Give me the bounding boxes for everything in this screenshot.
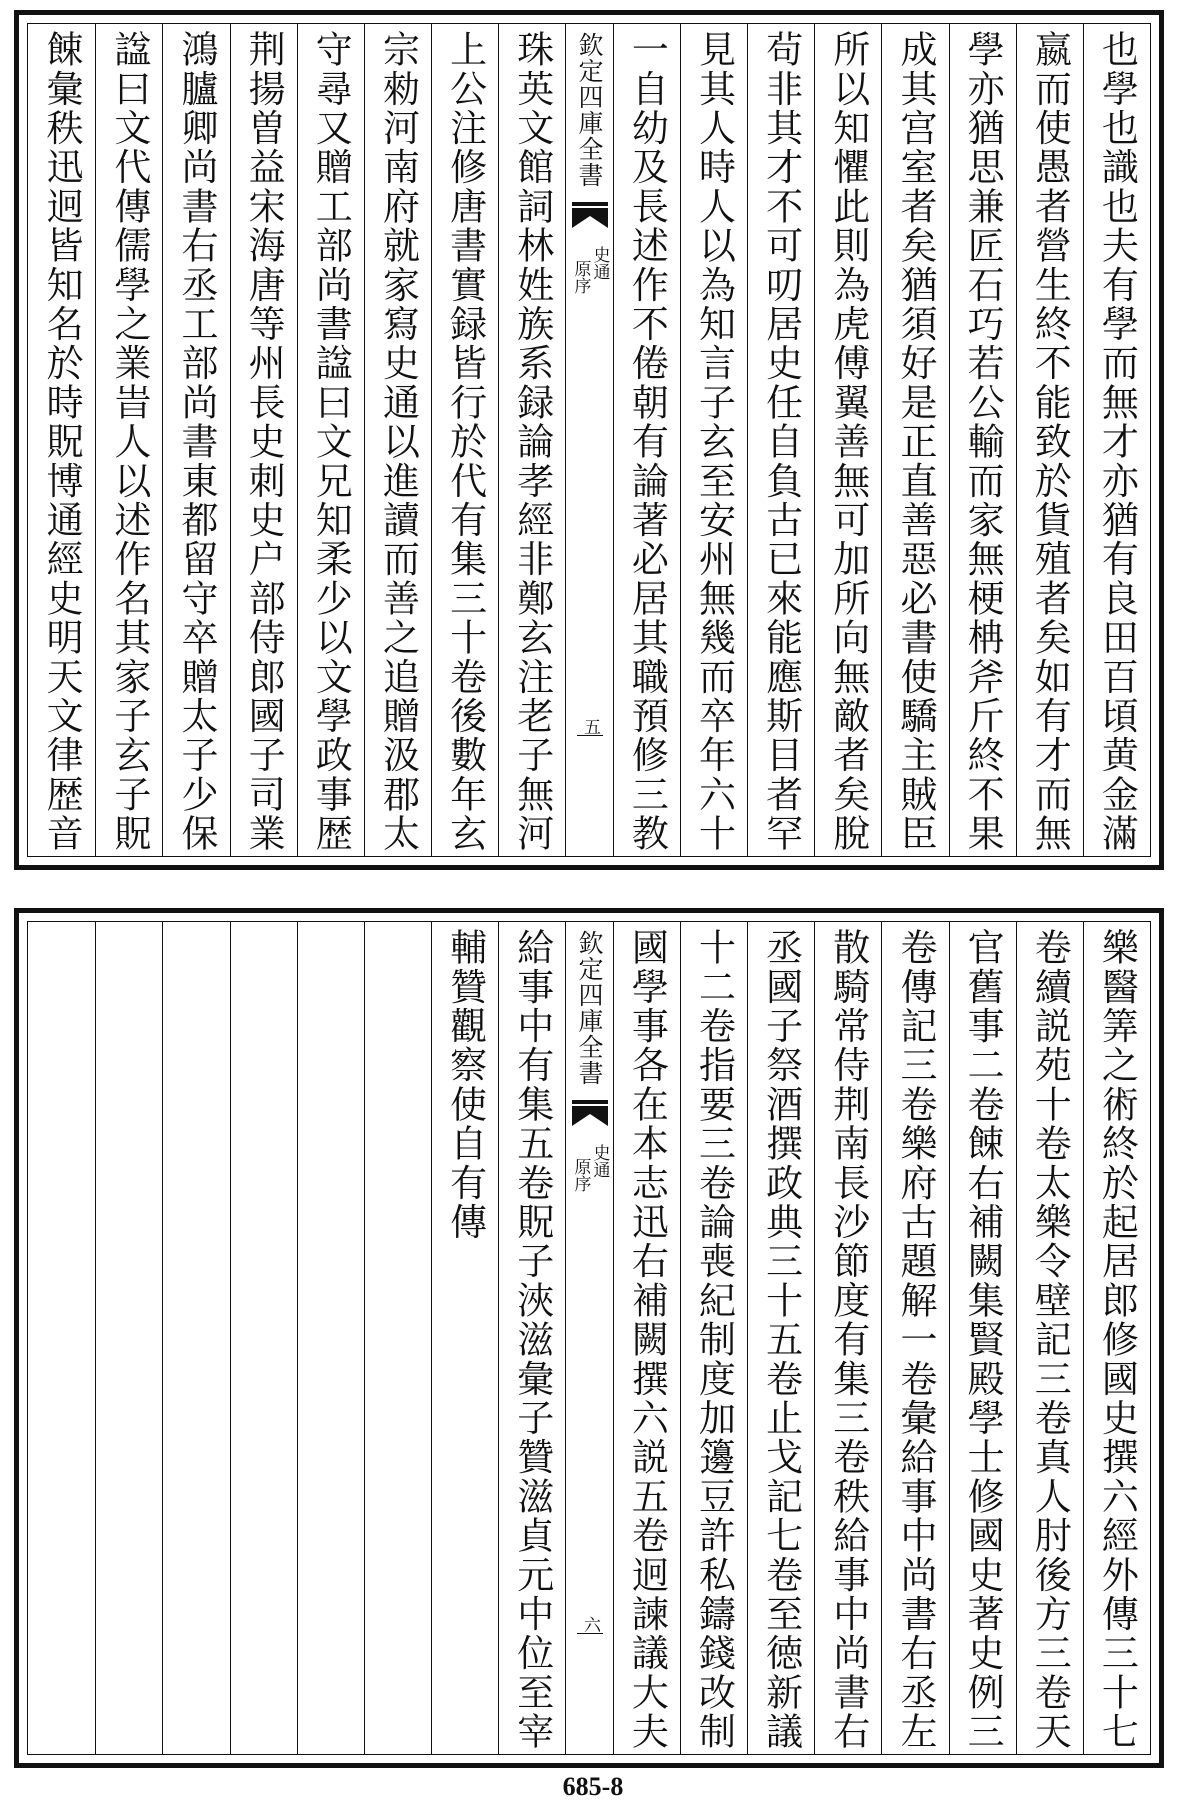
center-fold (565, 922, 612, 1754)
column-text: 卷傳記三卷樂府古題解一卷彙給事中尚書右丞左 (893, 928, 937, 1752)
column-text: 學亦猶思兼匠石巧若公輸而家無梗柟斧斤終不果 (961, 30, 1005, 854)
column-text: 鴻臚卿尚書右丞工部尚書東都留守卒贈太子少保 (174, 30, 218, 854)
folio-number: 六 (580, 1615, 601, 1633)
text-column (230, 24, 297, 856)
column-text: 給事中有集五卷貺子浹滋彙子贊滋貞元中位至宰 (510, 928, 554, 1752)
text-column (949, 922, 1016, 1754)
section-title: 史通 (589, 1144, 610, 1178)
text-column (747, 922, 814, 1754)
folio-number: 五 (580, 717, 601, 735)
text-column (1016, 24, 1083, 856)
text-column (613, 922, 680, 1754)
text-column (297, 24, 364, 856)
center-fold (565, 24, 612, 856)
empty-column (95, 922, 162, 1754)
page-number: 685-8 (562, 1772, 624, 1801)
text-column (431, 922, 498, 1754)
empty-column (230, 922, 297, 1754)
top-page-frame (27, 23, 1151, 857)
column-text: 官舊事二卷餗右補闕集賢殿學士修國史著史例三 (961, 928, 1005, 1752)
fishtail-mark-icon (570, 200, 610, 230)
text-column (364, 24, 431, 856)
column-text: 上公注修唐書實録皆行於代有集三十卷後數年玄 (443, 30, 487, 854)
bottom-page (14, 908, 1164, 1768)
column-text: 所以知懼此則為虎傅翼善無可加所向無敵者矣脫 (826, 30, 870, 854)
folio-rule (577, 1633, 603, 1635)
section-subtitle: 原序 (570, 260, 591, 294)
column-text: 見其人時人以為知言子玄至安州無幾而卒年六十 (692, 30, 736, 854)
section-label (572, 246, 608, 294)
book-title: 欽定四庫全書 (575, 32, 605, 188)
column-text: 樂醫筭之術終於起居郎修國史撰六經外傳三十七 (1095, 928, 1139, 1752)
column-text: 一自幼及長述作不倦朝有論著必居其職預修三教 (625, 30, 669, 854)
fishtail-mark-icon (570, 1098, 610, 1128)
empty-column (28, 922, 95, 1754)
column-text: 守尋又贈工部尚書諡曰文兄知柔少以文學政事歴 (309, 30, 353, 854)
column-text: 珠英文館詞林姓族系録論孝經非鄭玄注老子無河 (510, 30, 554, 854)
text-column (431, 24, 498, 856)
text-column (881, 24, 948, 856)
column-text: 荆揚曽益宋海唐等州長史刺史户部侍郎國子司業 (242, 30, 286, 854)
text-column (747, 24, 814, 856)
text-column (949, 24, 1016, 856)
column-text: 成其宫室者矣猶須好是正直善惡必書使驕主賊臣 (893, 30, 937, 854)
column-text: 丞國子祭酒撰政典三十五卷止戈記七卷至徳新議 (759, 928, 803, 1752)
column-text: 卷續説苑十卷太樂令壁記三卷真人肘後方三卷天 (1028, 928, 1072, 1752)
text-column (680, 922, 747, 1754)
folio-rule (577, 735, 603, 737)
top-page (14, 10, 1164, 870)
column-text: 茍非其才不可叨居史任自負古已來能應斯目者罕 (759, 30, 803, 854)
text-column (498, 24, 565, 856)
section-subtitle: 原序 (570, 1158, 591, 1192)
text-column (1016, 922, 1083, 1754)
column-text: 國學事各在本志迅右補闕撰六説五卷迥諫議大夫 (625, 928, 669, 1752)
text-column (814, 24, 881, 856)
bottom-page-frame (27, 921, 1151, 1755)
folio-mark (577, 718, 603, 737)
text-column (28, 24, 95, 856)
text-column (680, 24, 747, 856)
column-text: 嬴而使愚者營生終不能致於貨殖者矣如有才而無 (1028, 30, 1072, 854)
folio-mark (577, 1616, 603, 1635)
section-title: 史通 (589, 246, 610, 280)
column-text: 也學也識也夫有學而無才亦猶有良田百頃黄金滿 (1095, 30, 1139, 854)
column-text: 輔贊觀察使自有傳 (443, 928, 487, 1242)
text-column (95, 24, 162, 856)
text-column (814, 922, 881, 1754)
text-column (1083, 24, 1150, 856)
text-column (162, 24, 229, 856)
empty-column (297, 922, 364, 1754)
empty-column (364, 922, 431, 1754)
column-text: 宗勑河南府就家寫史通以進讀而善之追贈汲郡太 (376, 30, 420, 854)
column-text: 餗彙秩迅迥皆知名於時貺博通經史明天文律歴音 (40, 30, 84, 854)
section-label (572, 1144, 608, 1192)
text-column (881, 922, 948, 1754)
text-column (1083, 922, 1150, 1754)
empty-column (162, 922, 229, 1754)
text-column (613, 24, 680, 856)
book-title: 欽定四庫全書 (575, 930, 605, 1086)
column-text: 諡曰文代傳儒學之業旹人以述作名其家子玄子貺 (107, 30, 151, 854)
column-text: 十二卷指要三卷論喪紀制度加籩豆許私鑄錢改制 (692, 928, 736, 1752)
column-text: 散騎常侍荆南長沙節度有集三卷秩給事中尚書右 (826, 928, 870, 1752)
text-column (498, 922, 565, 1754)
